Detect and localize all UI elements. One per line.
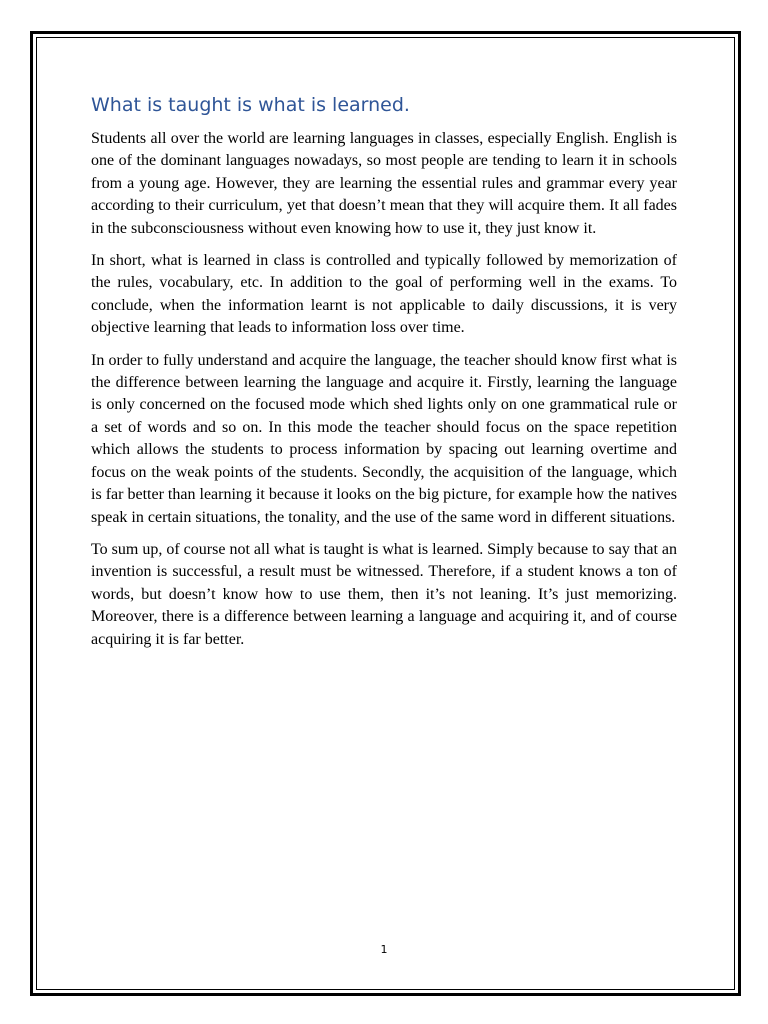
document-body [91, 92, 677, 661]
paragraph-2: In short, what is learned in class is controlled and typically followed by memorization of the rules, vocabulary, etc. In addition to the goal of performing well in the exams. To conclude, when the information learnt is not applicable to daily discussions, it is very objective learning that leads to information loss over time. [91, 252, 677, 337]
paragraph-4: To sum up, of course not all what is taught is what is learned. Simply because to say that an invention is successful, a result must be witnessed. Therefore, if a student knows a ton of words, but doesn’t know how to use them, then it’s not leaning. It’s just memorizing. Moreover, there is a difference between learning a language and acquiring it, and of course acquiring it is far better. [91, 540, 677, 648]
page-number: 1 [380, 943, 388, 956]
paragraph-1: Students all over the world are learning languages in classes, especially English. English is one of the dominant languages nowadays, so most people are tending to learn it in schools from a young age. However, they are learning the essential rules and grammar every year according to their curriculum, yet that doesn’t mean that they will acquire them. It all fades in the subconsciousness without even knowing how to use it, they just know it. [91, 130, 677, 237]
paragraph-3: In order to fully understand and acquire the language, the teacher should know first what is the difference between learning the language and acquire it. Firstly, learning the language is only concerned on the focused mode which shed lights only on one grammatical rule or a set of words and so on. In this mode the teacher should focus on the space repetition which allows the students to process information by spacing out learning overtime and focus on the weak points of the students. Secondly, the acquisition of the language, which is far better than learning it because it looks on the big picture, for example how the natives speak in certain situations, the tonality, and the use of the same word in different situations. [91, 351, 677, 526]
document-title: What is taught is what is learned. [91, 94, 410, 116]
